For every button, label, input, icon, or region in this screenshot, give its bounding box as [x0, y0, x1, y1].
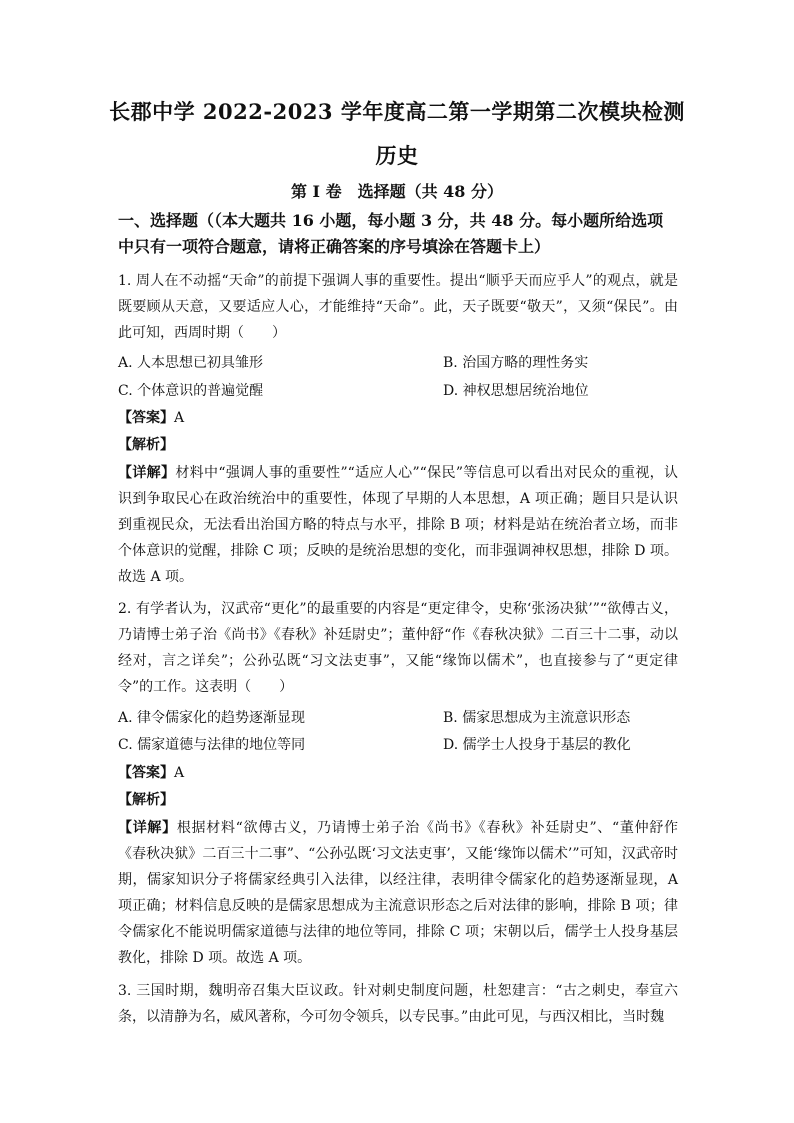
section-heading: 第 I 卷 选择题（共 48 分）	[290, 182, 504, 201]
q1-option-c: C. 个体意识的普遍觉醒	[118, 383, 264, 399]
instructions: 一、选择题（（本大题共 16 小题，每小题 3 分，共 48 分。每小题所给选项中只有一项符合题意，请将正确答案的序号填涂在答题卡上）	[118, 211, 664, 256]
q2-analysis-label	[118, 787, 174, 813]
q1-option-a: A. 人本思想已初具雏形	[118, 355, 264, 371]
question-3-stem: 3. 三国时期，魏明帝召集大臣议政。针对刺史制度问题，杜恕建言：“古之刺史，奉宣六条，以清静为名，威风著称，今可勿令领兵，以专民事。”由此可见，与西汉相比，当时魏	[118, 983, 678, 1025]
q1-analysis-label	[118, 432, 174, 458]
answer-label: 【答案】	[118, 765, 174, 781]
q2-option-d: D. 儒学士人投身于基层的教化	[443, 737, 631, 753]
q2-option-b: B. 儒家思想成为主流意识形态	[443, 710, 631, 726]
q2-option-c: C. 儒家道德与法律的地位等同	[118, 737, 306, 753]
q1-detail	[118, 460, 678, 590]
answer-label: 【答案】	[118, 410, 174, 426]
question-2-stem: 2. 有学者认为，汉武帝“更化”的最重要的内容是“更定律令，史称‘张汤决狱’”“欲傅古义，乃请博士弟子治《尚书》《春秋》补廷尉史”；董仲舒“作《春秋决狱》二百三十二事，动以经对，言之详矣”；公孙弘既“习文法吏事”，又能“缘饰以儒术”，也直接参与了“更定律令”的工作。这表明（ ）	[118, 601, 678, 695]
exam-title: 长郡中学 2022-2023 学年度高二第一学期第二次模块检测	[109, 99, 685, 124]
detail-label: 【详解】	[118, 820, 177, 836]
q2-option-a: A. 律令儒家化的趋势逐渐显现	[118, 710, 306, 726]
q2-detail	[118, 815, 678, 971]
detail-text: 根据材料“欲傅古义，乃请博士弟子治《尚书》《春秋》补廷尉史”、“董仲舒作《春秋决狱》二百三十二事”、“公孙弘既‘习文法吏事’，又能‘缘饰以儒术’”可知，汉武帝时期，儒家知识分子将儒家经典引入法律，以经注律，表明律令儒家化的趋势逐渐显现，A 项正确；材料信息反映的是儒家思想成为主流意识形态之后对法律的影响，排除 B 项；律令儒家化不能说明儒家道德与法律的地位等同，排除 C 项；宋朝以后，儒学士人投身基层教化，排除 D 项。故选 A 项。	[118, 820, 678, 966]
answer-value: A	[174, 410, 185, 426]
detail-text: 材料中“强调人事的重要性”“适应人心”“保民”等信息可以看出对民众的重视，认识到争取民心在政治统治中的重要性，体现了早期的人本思想，A 项正确；题目只是认识到重视民众，无法看出治国方略的特点与水平，排除 B 项；材料是站在统治者立场，而非个体意识的觉醒，排除 C 项；反映的是统治思想的变化，而非强调神权思想，排除 D 项。故选 A 项。	[118, 465, 678, 585]
detail-label: 【详解】	[118, 465, 176, 481]
analysis-label: 【解析】	[118, 792, 174, 808]
subject-title: 历史	[375, 143, 419, 168]
analysis-label: 【解析】	[118, 437, 174, 453]
question-1-stem: 1. 周人在不动摇“天命”的前提下强调人事的重要性。提出“顺乎天而应乎人”的观点，就是既要顾从天意，又要适应人心，才能维持“天命”。此，天子既要“敬天”，又须“保民”。由此可知，西周时期（ ）	[118, 273, 678, 341]
answer-value: A	[174, 765, 185, 781]
q1-option-d: D. 神权思想居统治地位	[443, 383, 589, 399]
q1-option-b: B. 治国方略的理性务实	[443, 355, 589, 371]
q1-answer	[118, 405, 184, 431]
q2-answer	[118, 760, 184, 786]
